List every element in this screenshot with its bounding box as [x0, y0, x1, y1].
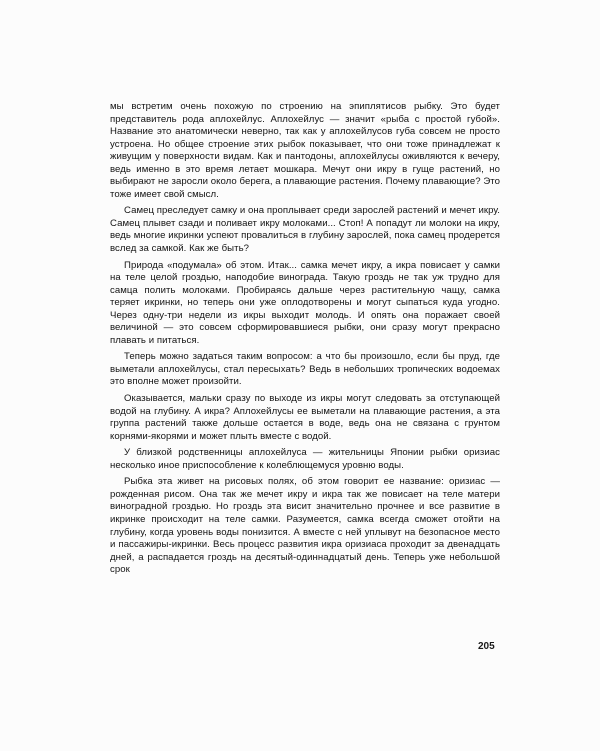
paragraph-1: мы встретим очень похожую по строению на эпиплятисов рыбку. Это будет представитель рода аплохейлус. Аплохейлус — значит «рыба с простой губой». Название это анатомически неверно, так как у аплохейлусов губа совсем не просто устроена. Но общее строение этих рыбок показывает, что они тоже принадлежат к живущим у поверхности видам. Как и пантодоны, аплохейлусы оживляются к вечеру, ведь именно в это время летает мошкара. Мечут они икру в гуще растений, но выбирают не заросли около берега, а плавающие растения. Почему плавающие? Это тоже имеет свой смысл.	[110, 101, 500, 200]
paragraph-5: Оказывается, мальки сразу по выходе из икры могут следовать за отступающей водой на глубину. А икра? Аплохейлусы ее выметали на плавающие растения, а эта группа растений также дольше остается в воде, ведь она не связана с грунтом корнями-якорями и может плыть вместе с водой.	[110, 393, 500, 442]
paragraph-6: У близкой родственницы аплохейлуса — жительницы Японии рыбки оризиас несколько иное приспособление к колеблющемуся уровню воды.	[110, 447, 500, 471]
paragraph-3: Природа «подумала» об этом. Итак... самка мечет икру, а икра повисает у самки на теле целой гроздью, наподобие винограда. Такую гроздь не так уж трудно для самца полить молоками. Пробираясь дальше через растительную чащу, самка теряет икринки, но теперь они уже оплодотворены и могут сыпаться куда угодно. Через одну-три недели из икры выходит молодь. И опять она поражает своей величиной — это совсем сформировавшиеся рыбки, они сразу могут прекрасно плавать и питаться.	[110, 259, 500, 346]
page-number: 205	[478, 641, 495, 652]
paragraph-7: Рыбка эта живет на рисовых полях, об этом говорит ее название: оризиас — рожденная рисом. Она так же мечет икру и икра так же повисает на теле матери виноградной гроздью. Но гроздь эта висит значительно прочнее и все развитие в икринке происходит на теле самки. Разумеется, самка всегда сможет отойти на глубину, когда уровень воды понизится. А вместе с ней уплывут на безопасное место и пассажиры-икринки. Весь процесс развития икра оризиаса проходит за двенадцать дней, а распадается гроздь на десятый-одиннадцатый день. Теперь уже небольшой срок	[110, 476, 500, 576]
paragraph-2: Самец преследует самку и она проплывает среди зарослей растений и мечет икру. Самец плывет сзади и поливает икру молоками... Стоп! А попадут ли молоки на икру, ведь многие икринки успеют провалиться в глубину зарослей, пока самец продерется вслед за самкой. Как же быть?	[110, 205, 500, 255]
body-text	[110, 101, 500, 581]
paragraph-4: Теперь можно задаться таким вопросом: а что бы произошло, если бы пруд, где выметали аплохейлусы, стал пересыхать? Ведь в небольших тропических водоемах это вполне может произойти.	[110, 351, 500, 388]
